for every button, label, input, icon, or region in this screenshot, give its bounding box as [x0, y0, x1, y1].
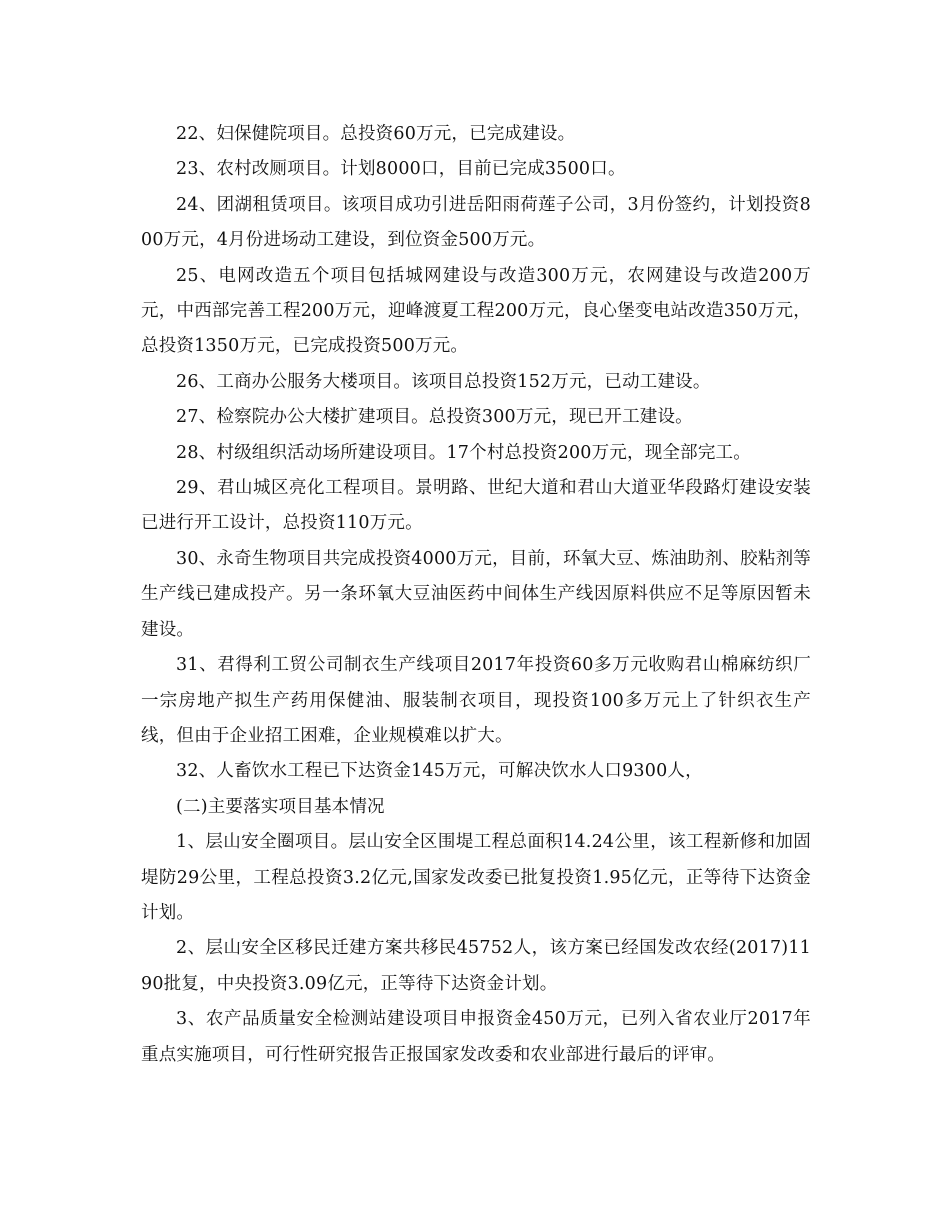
paragraph-item-3: 3、农产品质量安全检测站建设项目申报资金450万元，已列入省农业厅2017年重点实施项目，可行性研究报告正报国家发改委和农业部进行最后的评审。	[141, 1009, 811, 1065]
paragraph-23: 23、农村改厕项目。计划8000口，目前已完成3500口。	[176, 159, 626, 180]
paragraph-29: 29、君山城区亮化工程项目。景明路、世纪大道和君山大道亚华段路灯建设安装已进行开工设计，总投资110万元。	[141, 478, 811, 534]
paragraph-32: 32、人畜饮水工程已下达资金145万元，可解决饮水人口9300人，	[176, 761, 703, 782]
paragraph-25: 25、电网改造五个项目包括城网建设与改造300万元，农网建设与改造200万元，中西部完善工程200万元，迎峰渡夏工程200万元，良心堡变电站改造350万元，总投资1350万元，已完成投资500万元。	[141, 265, 811, 357]
paragraph-26: 26、工商办公服务大楼项目。该项目总投资152万元，已动工建设。	[176, 371, 711, 392]
paragraph-24: 24、团湖租赁项目。该项目成功引进岳阳雨荷莲子公司，3月份签约，计划投资800万元，4月份进场动工建设，到位资金500万元。	[141, 194, 811, 251]
paragraph-item-1: 1、层山安全圈项目。层山安全区围堤工程总面积14.24公里，该工程新修和加固堤防29公里，工程总投资3.2亿元,国家发改委已批复投资1.95亿元，正等待下达资金计划。	[141, 832, 811, 923]
paragraph-22: 22、妇保健院项目。总投资60万元，已完成建设。	[176, 124, 576, 144]
paragraph-30: 30、永奇生物项目共完成投资4000万元，目前，环氧大豆、炼油助剂、胶粘剂等生产线已建成投产。另一条环氧大豆油医药中间体生产线因原料供应不足等原因暂未建设。	[141, 548, 811, 640]
document-body	[141, 117, 811, 1073]
section-heading: (二)主要落实项目基本情况	[176, 796, 385, 817]
paragraph-item-2: 2、层山安全区移民迁建方案共移民45752人，该方案已经国发改农经(2017)1190批复，中央投资3.09亿元，正等待下达资金计划。	[141, 938, 811, 994]
paragraph-31: 31、君得利工贸公司制衣生产线项目2017年投资60多万元收购君山棉麻纺织厂一宗房地产拟生产药用保健油、服装制衣项目，现投资100多万元上了针织衣生产线，但由于企业招工困难，企业规模难以扩大。	[141, 655, 811, 746]
paragraph-27: 27、检察院办公大楼扩建项目。总投资300万元，现已开工建设。	[176, 407, 693, 428]
paragraph-28: 28、村级组织活动场所建设项目。17个村总投资200万元，现全部完工。	[176, 442, 751, 463]
